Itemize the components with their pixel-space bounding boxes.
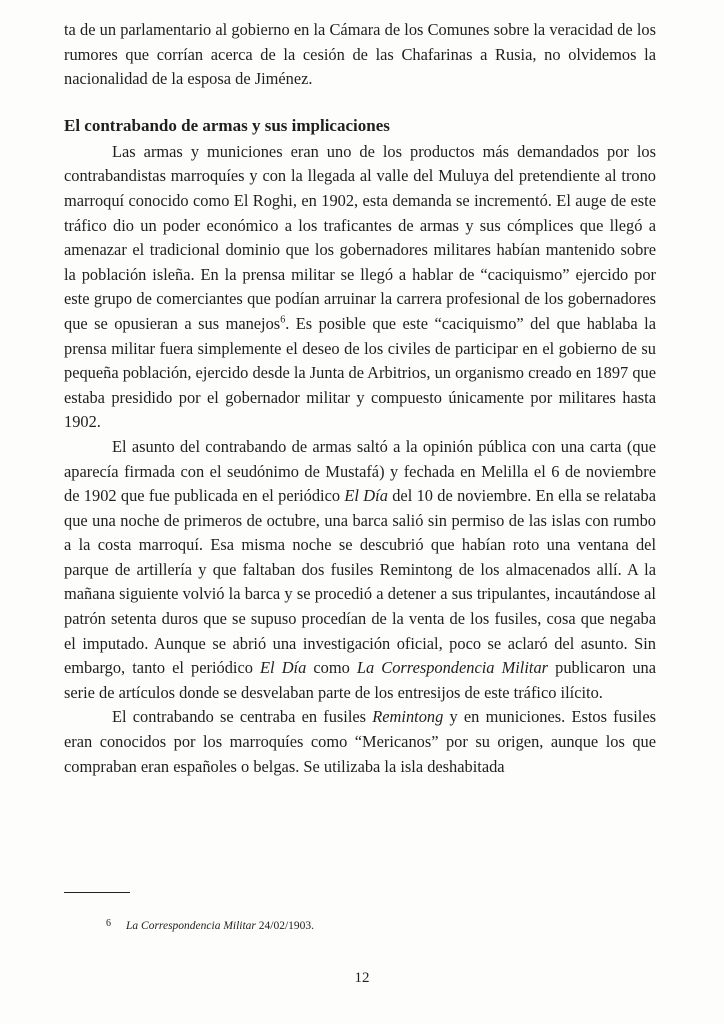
paragraph-1-text-a: Las armas y municiones eran uno de los productos más demandados por los contrabandistas marroquíes y con la llegada al valle del Muluya del pretendiente al trono marroquí conocido como El Roghi, en 1902, esta demanda se incrementó. El auge de este tráfico dio un poder económico a los traficantes de armas y sus cómplices que llegó a amenazar el tradicional dominio que los gobernadores militares habían mantenido sobre la población isleña. En la prensa militar se llegó a hablar de “caciquismo” ejercido por este grupo de comerciantes que podían arruinar la carrera profesional de los gobernadores que se opusieran a sus manejos (64, 141, 656, 333)
paragraph-2 (64, 435, 656, 706)
paragraph-2-text-a: El asunto del contrabando de armas saltó a la opinión pública con una carta (que aparecía firmada con el seudónimo de Mustafá) y fechada en Melilla el 6 de noviembre de 1902 que fue publicada en el periódico (64, 436, 656, 506)
newspaper-title: El Día (260, 658, 307, 678)
footnote-reference[interactable]: 6 (280, 314, 286, 326)
newspaper-title: El Día (344, 486, 388, 506)
section-heading: El contrabando de armas y sus implicaciones (64, 115, 390, 135)
page-number: 12 (354, 970, 370, 986)
paragraph-3-text-a: El contrabando se centraba en fusiles (112, 707, 373, 727)
footnote-source: La Correspondencia Militar (126, 920, 256, 932)
footnote-date: 24/02/1903. (255, 920, 315, 932)
newspaper-title: La Correspondencia Militar (356, 658, 549, 678)
paragraph-1 (64, 140, 656, 435)
paragraph-3-text-b: y en municiones. Estos fusiles eran conocidos por los marroquíes como “Mericanos” por su origen, aunque los que compraban eran españoles o belgas. Se utilizaba la isla deshabitada (64, 707, 656, 776)
footnote-divider (64, 892, 130, 893)
paragraph-1-text-b: . Es posible que este “caciquismo” del que hablaba la prensa militar fuera simplemente el deseo de los civiles de participar en el gobierno de su pequeña población, ejercido desde la Junta de Arbitrios, un organismo creado en 1897 que estaba presidido por el gobernador militar y compuesto únicamente por militares hasta 1902. (64, 313, 656, 432)
footnote (106, 918, 314, 932)
paragraph-3 (64, 705, 656, 779)
paragraph-2-text-b: del 10 de noviembre. En ella se relataba que una noche de primeros de octubre, una barca salió sin permiso de las islas con rumbo a la costa marroquí. Esa misma noche se descubrió que habían roto una ventana del parque de artillería y que faltaban dos fusiles Remintong de los almacenados allí. A la mañana siguiente volvió la barca y se procedió a detener a sus tripulantes, incautándose al patrón setenta duros que se supuso procedían de la venta de los fusiles, cosa que negaba el imputado. Aunque se abrió una investigación oficial, poco se aclaró del asunto. Sin embargo, tanto el periódico (64, 486, 656, 678)
paragraph-2-text-c: como (306, 658, 357, 678)
rifle-name: Remintong (372, 707, 444, 727)
paragraph-continuation: ta de un parlamentario al gobierno en la Cámara de los Comunes sobre la veracidad de los rumores que corrían acerca de la cesión de las Chafarinas a Rusia, no olvidemos la nacionalidad de la esposa de Jiménez. (64, 20, 656, 89)
footnote-number: 6 (106, 918, 111, 929)
paragraph-2-text-d: publicaron una serie de artículos donde se desvelaban parte de los entresijos de este tráfico ilícito. (64, 658, 656, 702)
page-body (64, 18, 656, 779)
